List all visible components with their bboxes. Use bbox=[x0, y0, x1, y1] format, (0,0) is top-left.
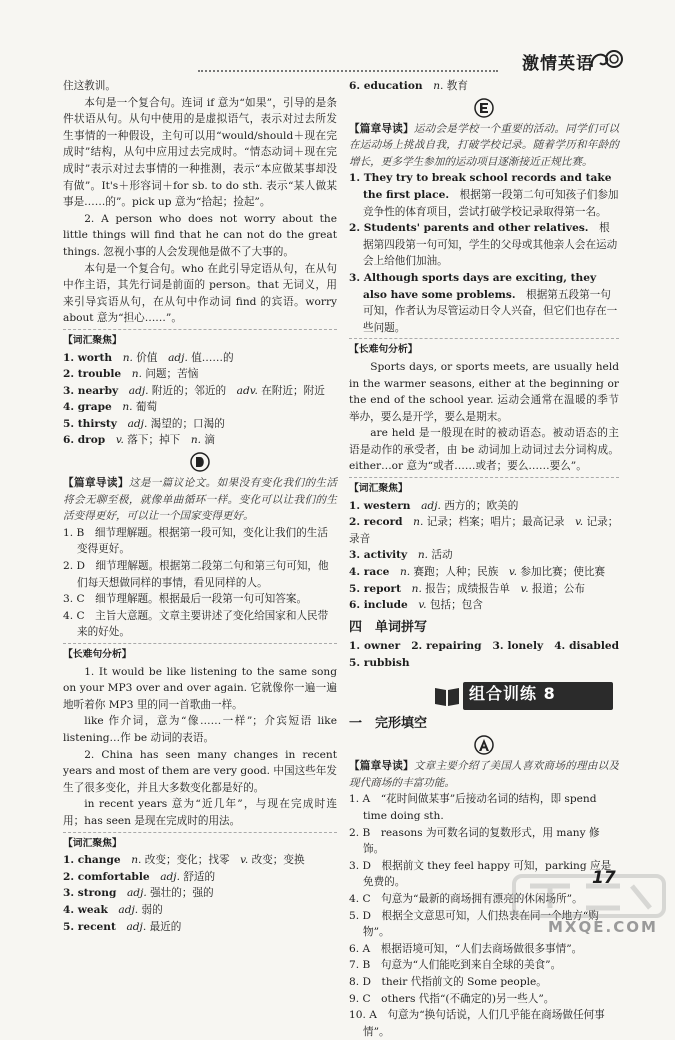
vocab-pos: v. bbox=[115, 434, 124, 447]
left-paragraph-2: 本句是一个复合句。连词 if 意为“如果”，引导的是条件状语从句。从句中使用的是虚拟语气，表示对过去所发生事情的一种假设，主句可以用“would/should＋现在完成时”结构，从句中应用过去完成时。“情态动词＋现在完成时”表示对过去事情的一种推测，表示“本应做某事却没有做”。It's＋形容词＋for sb. to do sth. 表示“某人做某事是……的”。pick up 意为“拾起；捡起”。 bbox=[63, 96, 337, 209]
vocab-list-1 bbox=[63, 350, 337, 450]
vocab-item bbox=[349, 597, 619, 614]
vocab-word: 3. strong bbox=[63, 887, 117, 900]
vocab-def: 包括；包含 bbox=[426, 599, 483, 612]
vocab-def-2: 值……的 bbox=[187, 351, 234, 364]
vocab-pos: adj. bbox=[126, 920, 147, 933]
vocab-item bbox=[63, 869, 337, 886]
long-sentence-heading-r: 【长难句分析】 bbox=[349, 344, 418, 356]
vocab-word: 4. grape bbox=[63, 401, 112, 414]
header-swirl-icon bbox=[588, 47, 624, 75]
vocab-def: 问题；苦恼 bbox=[141, 368, 199, 381]
answer-item: 10. A 句意为“换句话说，人们几乎能在商场做任何事情”。 bbox=[349, 1009, 605, 1038]
guide-label: 【篇章导读】 bbox=[63, 477, 129, 490]
vocab-item bbox=[349, 581, 619, 598]
left-paragraph-4: 本句是一个复合句。who 在此引导定语从句，在从句中作主语，其先行词是前面的 person。that 无词义，用来引导宾语从句，在从句中作动词 find 的宾语。worry about 意为“担心……”。 bbox=[63, 262, 337, 325]
vocab-def: 改变；变化；找零 bbox=[141, 854, 230, 867]
long-sentence-1-note: like 作介词，意为“像……一样”；介宾短语 like listening…作 be 动词的表语。 bbox=[63, 715, 337, 744]
section-marker-e bbox=[349, 97, 619, 119]
vocab-word: 3. activity bbox=[349, 549, 408, 562]
answer-item: 4. C 主旨大意题。文章主要讲述了变化给国家和人民带来的好处。 bbox=[63, 609, 329, 639]
vocab-word: 2. record bbox=[349, 516, 403, 529]
vocab-pos: adj. bbox=[127, 417, 148, 430]
vocab-item bbox=[349, 514, 619, 547]
page-number: 17 bbox=[592, 868, 616, 888]
vocab-item bbox=[349, 564, 619, 581]
answer-item: 9. C others 代指“(不确定的)另一些人”。 bbox=[349, 992, 555, 1005]
divider bbox=[349, 477, 619, 478]
vocab-word: 2. trouble bbox=[63, 368, 122, 381]
long-sentence-r2: are held 是一般现在时的被动语态。被动语态的主语是动作的承受者，由 be 动词加上动词过去分词构成。either…or 意为“或者……或者；要么……要么”。 bbox=[349, 427, 619, 473]
guide-e: 【篇章导读】运动会是学校一个重要的活动。同学们可以在运动场上挑战自我，打破学校记录。随着学历和年龄的增长，更多学生参加的运动项目逐渐接近正规比赛。 bbox=[349, 122, 620, 168]
answer-explanation: 根据第四段第一句可知，学生的父母或其他亲人会在运动会上给他们加油。 bbox=[363, 222, 618, 268]
vocab-item bbox=[63, 399, 337, 416]
vocab-word: 5. report bbox=[349, 582, 402, 595]
answer-key: 3. Although sports days are exciting, they also have some problems. bbox=[349, 271, 597, 301]
answer-item: 5. D 根据全文意思可知，人们热衷在同一个地方“购物”。 bbox=[349, 909, 599, 939]
vocab-def: 附近的；邻近的 bbox=[148, 384, 227, 397]
vocab-word: 4. race bbox=[349, 566, 390, 579]
header-dotted-rule bbox=[198, 70, 498, 72]
answer-item bbox=[349, 170, 619, 220]
header-title: 激情英语 bbox=[522, 54, 594, 74]
vocab-list-2 bbox=[63, 852, 337, 935]
vocab-pos-2: adv. bbox=[236, 384, 258, 397]
vocab-pos: n. bbox=[417, 549, 429, 562]
divider bbox=[63, 329, 337, 330]
section-marker-d bbox=[63, 451, 337, 473]
vocab-item bbox=[63, 902, 337, 919]
vocab-def-2: 改变；变换 bbox=[248, 854, 305, 867]
answer-item: 2. B reasons 为可数名词的复数形式，用 many 修饰。 bbox=[349, 826, 600, 856]
vocab-heading: 【词汇聚焦】 bbox=[63, 334, 122, 346]
vocab-word: 1. western bbox=[349, 499, 411, 512]
vocab-item bbox=[349, 547, 619, 564]
answer-item: 7. B 句意为“人们能吃到来自全球的美食”。 bbox=[349, 959, 562, 972]
long-sentence-r1: Sports days, or sports meets, are usually held in the warmer seasons, either at the beginning or the end of the school year. 运动会通常在温暖的季节举办，要么是开学，要么是期末。 bbox=[349, 360, 619, 423]
vocab-def-2: 参加比赛；使比赛 bbox=[517, 566, 606, 579]
vocab-pos: adj. bbox=[118, 903, 139, 916]
answer-key: 2. Students' parents and other relatives. bbox=[349, 222, 589, 235]
left-paragraph-3: 2. A person who does not worry about the little things will find that he can not do the great things. 忽视小事的人会发现他是做不了大事的。 bbox=[63, 212, 337, 258]
divider bbox=[63, 832, 337, 833]
vocab-pos-2: adj. bbox=[168, 351, 188, 364]
banner-title: 组合训练 8 bbox=[469, 683, 556, 703]
vocab-list-3 bbox=[349, 498, 619, 614]
section-1-heading: 一 完形填空 bbox=[349, 715, 428, 731]
book-icon bbox=[433, 684, 461, 708]
vocab-def-2: 滴 bbox=[201, 434, 216, 447]
training-banner bbox=[433, 682, 613, 710]
answer-item bbox=[349, 270, 619, 336]
vocab-item bbox=[63, 350, 337, 367]
vocab-pos-2: v. bbox=[575, 516, 584, 529]
long-sentence-2: 2. China has seen many changes in recent years and most of them are very good. 中国这些年发生了很多变化，并且大多数变化都是好的。 bbox=[63, 748, 337, 794]
guide-d-text: 这是一篇议论文。如果没有变化我们的生活将会无聊至极，就像单曲循环一样。变化可以让我们的生活变得更好，可以让一个国家变得更好。 bbox=[63, 477, 338, 523]
vocab-word: 1. change bbox=[63, 854, 121, 867]
vocab-pos: v. bbox=[418, 599, 427, 612]
vocab-def-2: 在附近；附近 bbox=[257, 384, 325, 397]
vocab-pos: n. bbox=[131, 854, 142, 867]
vocab-pos: adj. bbox=[126, 887, 147, 900]
vocab-pos: adj. bbox=[128, 384, 149, 397]
vocab-word: 3. nearby bbox=[63, 384, 119, 397]
letter-a-badge-icon bbox=[473, 734, 495, 756]
left-paragraph-1: 住这教训。 bbox=[63, 80, 116, 92]
vocab-word: 6. drop bbox=[63, 434, 106, 447]
vocab-def: 强壮的；强的 bbox=[146, 887, 214, 900]
letter-e-badge-icon bbox=[473, 97, 495, 119]
answer-item: 3. D 根据前文 they feel happy 可知，parking 应是免费的。 bbox=[349, 859, 612, 889]
vocab-def: 活动 bbox=[428, 549, 453, 562]
vocab-pos-2: v. bbox=[520, 582, 529, 595]
vocab-pos: n. bbox=[131, 368, 142, 381]
answers-d-list bbox=[63, 525, 337, 641]
answer-key: 1. They try to break school records and take the first place. bbox=[349, 172, 612, 201]
vocab-pos: adj. bbox=[421, 499, 441, 512]
answer-item bbox=[349, 220, 619, 270]
vocab-word: 1. worth bbox=[63, 351, 113, 364]
page-header bbox=[0, 0, 675, 78]
vocab-word: 6. include bbox=[349, 599, 408, 612]
guide-d bbox=[63, 475, 337, 525]
vocab-word: 2. comfortable bbox=[63, 870, 150, 883]
vocab-def: 渴望的；口渴的 bbox=[147, 417, 225, 430]
vocab-def: 赛跑；人种；民族 bbox=[410, 566, 499, 579]
vocab-item bbox=[63, 432, 337, 449]
vocab-def: 落下；掉下 bbox=[123, 434, 181, 447]
vocab-pos: n. bbox=[399, 566, 411, 579]
vocab-def: 西方的；欧美的 bbox=[440, 499, 519, 512]
vocab-pos: n. bbox=[411, 582, 422, 595]
vocab-item bbox=[63, 852, 337, 869]
answer-item: 1. A “花时间做某事”后接动名词的结构，即 spend time doing sth. bbox=[349, 793, 597, 822]
answer-item: 2. D 细节理解题。根据第二段第二句和第三句可知，他们每天想做同样的事情，看见同样的人。 bbox=[63, 560, 329, 589]
answer-item: 3. C 细节理解题。根据最后一段第一句可知答案。 bbox=[63, 593, 308, 606]
vocab-heading-2: 【词汇聚焦】 bbox=[63, 837, 122, 849]
vocab-def-2: 记录；录音 bbox=[349, 516, 619, 545]
vocab-pos-2: v. bbox=[508, 566, 518, 579]
section-marker-a bbox=[349, 734, 619, 756]
watermark-text: MXQE.COM bbox=[548, 918, 658, 936]
vocab-pos-2: n. bbox=[190, 434, 202, 447]
answer-explanation: 根据第五段第一句可知，作者认为尽管运动日令人兴奋，但它们也存在一些问题。 bbox=[363, 288, 618, 334]
vocab-pos: adj. bbox=[160, 870, 180, 883]
guide-a: 【篇章导读】文章主要介绍了美国人喜欢商场的理由以及现代商场的丰富功能。 bbox=[349, 760, 620, 789]
divider bbox=[63, 643, 337, 644]
guide-e-text: 运动会是学校一个重要的活动。同学们可以在运动场上挑战自我，打破学校记录。随着学历和年龄的增长，更多学生参加的运动项目逐渐接近正规比赛。 bbox=[349, 122, 620, 168]
vocab-item bbox=[349, 498, 619, 515]
vocab-pos: n. bbox=[413, 516, 424, 529]
vocab-item bbox=[63, 885, 337, 902]
vocab-pos: n. bbox=[122, 351, 133, 364]
section-4-heading: 四 单词拼写 bbox=[349, 619, 428, 635]
answer-item: 4. C 句意为“最新的商场拥有漂亮的休闲场所”。 bbox=[349, 892, 583, 905]
divider bbox=[349, 338, 619, 339]
vocab-def: 最近的 bbox=[146, 920, 182, 933]
long-sentence-heading: 【长难句分析】 bbox=[63, 649, 132, 660]
vocab-def: 舒适的 bbox=[179, 870, 216, 883]
letter-d-badge-icon bbox=[189, 451, 211, 473]
vocab-item bbox=[63, 919, 337, 936]
vocab-word: 5. recent bbox=[63, 920, 116, 933]
vocab-item-education: 6. education n. 教育 bbox=[349, 80, 468, 92]
left-column bbox=[63, 78, 337, 935]
vocab-def: 葡萄 bbox=[132, 401, 158, 414]
vocab-def: 记录；档案；唱片；最高记录 bbox=[423, 516, 565, 529]
answer-item: 6. A 根据语境可知，“人们去商场做很多事情”。 bbox=[349, 942, 583, 955]
vocab-def: 弱的 bbox=[138, 903, 163, 916]
vocab-pos-2: v. bbox=[240, 854, 249, 867]
vocab-def: 价值 bbox=[132, 351, 158, 364]
vocab-def: 报告；成绩报告单 bbox=[421, 582, 510, 595]
vocab-word: 4. weak bbox=[63, 903, 108, 916]
answers-e-list bbox=[349, 170, 619, 336]
vocab-item bbox=[63, 383, 337, 400]
vocab-pos: n. bbox=[122, 401, 133, 414]
guide-a-text: 文章主要介绍了美国人喜欢商场的理由以及现代商场的丰富功能。 bbox=[349, 760, 620, 789]
vocab-heading-3: 【词汇聚焦】 bbox=[349, 483, 408, 495]
vocab-def-2: 报道；公布 bbox=[528, 582, 585, 595]
long-sentence-1: 1. It would be like listening to the same song on your MP3 over and over again. 它就像你一遍一遍地听着你 MP3 里的同一首歌曲一样。 bbox=[63, 665, 337, 711]
vocab-word: 5. thirsty bbox=[63, 417, 117, 430]
vocab-item bbox=[63, 416, 337, 433]
vocab-item bbox=[63, 366, 337, 383]
answer-item: 1. B 细节理解题。根据第一段可知，变化让我们的生活变得更好。 bbox=[63, 526, 328, 556]
answer-item: 8. D their 代指前文的 Some people。 bbox=[349, 975, 547, 988]
long-sentence-2-note: in recent years 意为“近几年”，与现在完成时连用；has seen 是现在完成时的用法。 bbox=[63, 798, 337, 827]
spelling-answers: 1. owner 2. repairing 3. lonely 4. disabled 5. rubbish bbox=[349, 640, 630, 669]
answer-explanation: 根据第一段第二句可知孩子们参加竞争性的体育项目，尝试打破学校记录取得第一名。 bbox=[363, 188, 619, 218]
